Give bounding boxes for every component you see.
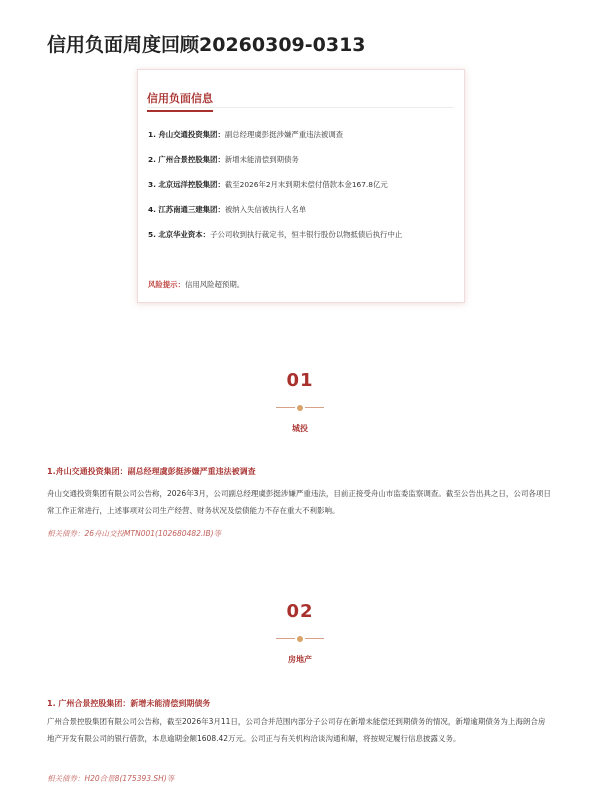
item-company: 北京华业资本： — [158, 230, 211, 239]
section-divider — [276, 405, 324, 411]
item-company: 广州合景控股集团： — [158, 155, 225, 164]
section-number: 02 — [286, 601, 314, 622]
section-number: 01 — [286, 370, 314, 391]
item-body: 舟山交通投资集团有限公司公告称，2026年3月，公司副总经理虞彭挺涉嫌严重违法，目前正接受舟山市监委监察调查。截至公告出具之日，公司各项日常工作正常进行，上述事项对公司生产经营、财务状况及偿债能力不存在重大不利影响。 — [47, 489, 551, 515]
risk-label: 风险提示： — [148, 280, 185, 289]
page-title: 信用负面周度回顾20260309-0313 — [47, 34, 366, 56]
item-number: 2. — [148, 155, 156, 164]
item-company: 舟山交通投资集团： — [158, 130, 225, 139]
item-title: 1. 广州合景控股集团：新增未能清偿到期债务 — [47, 699, 211, 708]
item-company: 江苏南通三建集团： — [158, 205, 225, 214]
item-text: 新增未能清偿到期债务 — [224, 155, 299, 164]
item-number: 4. — [148, 205, 156, 214]
item-company: 北京远洋控股集团： — [158, 180, 225, 189]
section-category: 房地产 — [288, 655, 312, 664]
summary-card — [137, 69, 465, 303]
item-number: 1. — [148, 130, 156, 139]
item-text: 子公司收到执行裁定书，恒丰银行股份以物抵债后执行中止 — [210, 230, 403, 239]
section-divider — [276, 636, 324, 642]
summary-item — [148, 180, 460, 205]
item-body: 广州合景控股集团有限公司公告称，截至2026年3月11日，公司合并范围内部分子公司存在新增未能偿还到期债务的情况，新增逾期债务为上海朗合房地产开发有限公司的银行借款，本息逾期金额1608.42万元。公司正与有关机构洽谈沟通和解，将按规定履行信息披露义务。 — [47, 717, 546, 743]
card-header — [147, 87, 454, 108]
risk-text: 信用风险超预期。 — [184, 280, 245, 289]
summary-item — [148, 130, 460, 155]
summary-list — [148, 130, 460, 255]
risk-warning — [148, 279, 244, 290]
summary-item — [148, 230, 460, 255]
item-title: 1.舟山交通投资集团：副总经理虞彭挺涉嫌严重违法被调查 — [47, 467, 256, 476]
divider-dot-icon — [297, 636, 303, 642]
card-heading: 信用负面信息 — [147, 92, 213, 112]
item-text: 副总经理虞彭挺涉嫌严重违法被调查 — [224, 130, 344, 139]
section-category: 城投 — [292, 424, 308, 433]
item-text: 截至2026年2月末到期未偿付借款本金167.8亿元 — [224, 180, 388, 189]
divider-dot-icon — [297, 405, 303, 411]
item-number: 3. — [148, 180, 156, 189]
item-number: 5. — [148, 230, 156, 239]
summary-item — [148, 205, 460, 230]
summary-item — [148, 155, 460, 180]
item-text: 被纳入失信被执行人名单 — [224, 205, 307, 214]
related-bonds: 相关债券：26舟山交投MTN001(102680482.IB)等 — [47, 529, 222, 538]
related-bonds: 相关债券：H20合景8(175393.SH)等 — [47, 774, 175, 783]
